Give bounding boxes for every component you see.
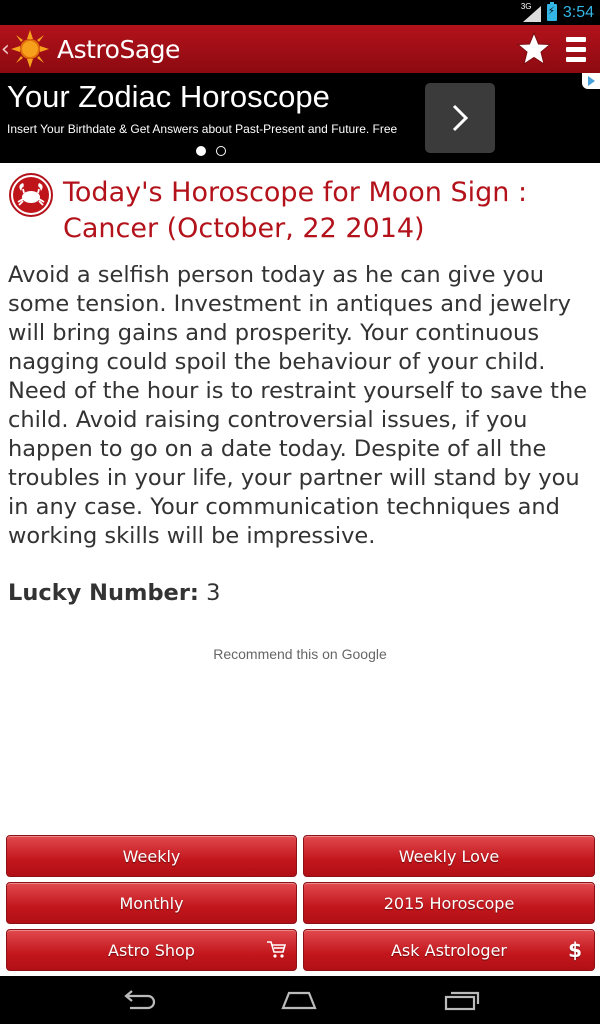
ask-astrologer-button-label: Ask Astrologer [390, 940, 507, 960]
menu-icon[interactable] [566, 37, 586, 62]
lucky-number [8, 580, 220, 606]
ad-pager-dot-2[interactable] [216, 146, 226, 156]
status-icons [520, 0, 594, 25]
star-icon[interactable] [516, 31, 552, 67]
status-time: 3:54 [562, 3, 594, 21]
astro-shop-button-label: Astro Shop [108, 940, 195, 960]
back-icon[interactable] [120, 988, 156, 1012]
app-title: AstroSage [57, 34, 180, 64]
sun-logo-icon[interactable] [11, 30, 49, 68]
weekly-button[interactable] [6, 835, 297, 877]
dollar-icon: $ [568, 938, 582, 962]
horoscope-2015-button-label: 2015 Horoscope [383, 893, 515, 913]
monthly-button-label: Monthly [119, 893, 184, 913]
lucky-number-label: Lucky Number: [8, 580, 199, 606]
chevron-right-icon [448, 103, 472, 133]
battery-icon: ⚡ [547, 4, 557, 21]
status-bar [0, 0, 600, 25]
system-nav-bar [0, 976, 600, 1024]
home-icon[interactable] [280, 988, 318, 1012]
weekly-button-label: Weekly [122, 846, 181, 866]
ad-subtitle: Insert Your Birthdate & Get Answers about Past-Present and Future. Free [7, 122, 398, 136]
ask-astrologer-button[interactable] [303, 929, 595, 971]
ad-title: Your Zodiac Horoscope [7, 79, 330, 114]
ad-open-button[interactable] [425, 83, 495, 153]
cancer-crab-icon [9, 173, 53, 217]
recent-apps-icon[interactable] [443, 988, 481, 1012]
horoscope-2015-button[interactable] [303, 882, 595, 924]
ad-pager [196, 146, 226, 156]
ad-choices-icon[interactable] [582, 73, 600, 89]
signal-icon [520, 1, 541, 22]
ad-banner[interactable] [0, 73, 600, 163]
lucky-number-value: 3 [206, 580, 221, 606]
network-type: 3G [520, 1, 532, 11]
app-bar [0, 25, 600, 73]
monthly-button[interactable] [6, 882, 297, 924]
ad-pager-dot-1[interactable] [196, 146, 206, 156]
horoscope-text: Avoid a selfish person today as he can give you some tension. Investment in antiques and jewelry will bring gains and prosperity. Your continuous nagging could spoil the behaviour of your child. Need of the hour is to restraint yourself to save the child. Avoid raising controversial issues, if you happen to go on a date today. Despite of all the troubles in your life, your partner will stand by you in any case. Your communication techniques and working skills will be impressive. [8, 262, 588, 549]
cart-icon [266, 939, 286, 959]
recommend-google-link[interactable]: Recommend this on Google [213, 646, 387, 662]
up-navigation-icon[interactable]: ‹ [1, 36, 10, 62]
weekly-love-button[interactable] [303, 835, 595, 877]
page-title: Today's Horoscope for Moon Sign : Cancer (October, 22 2014) [63, 177, 528, 244]
weekly-love-button-label: Weekly Love [398, 846, 500, 866]
astro-shop-button[interactable] [6, 929, 297, 971]
